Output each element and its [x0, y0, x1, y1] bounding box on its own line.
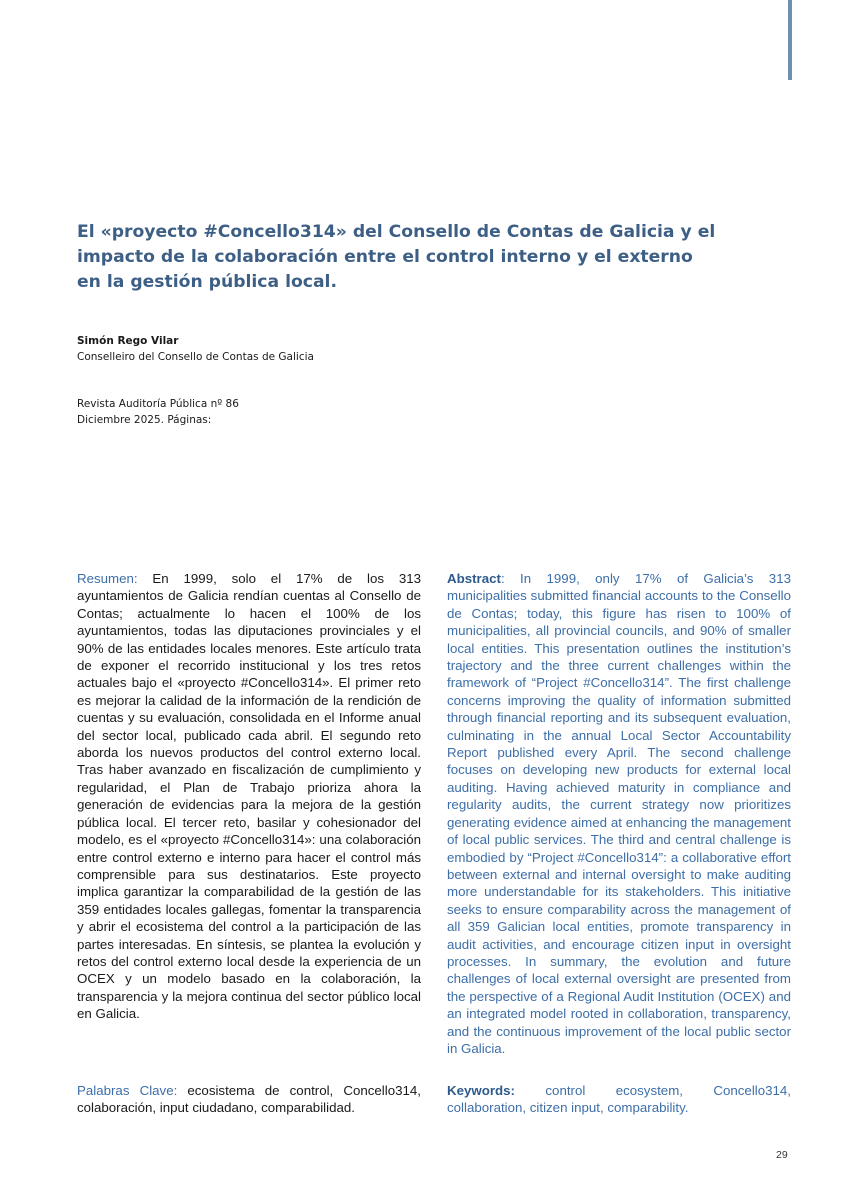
author-block	[77, 333, 314, 365]
keywords-es-label: Palabras Clave:	[77, 1083, 178, 1098]
keywords-es-text: ecosistema de control, Concello314, colaboración, input ciudadano, comparabilidad.	[77, 1083, 421, 1116]
abstract-text: : In 1999, only 17% of Galicia’s 313 municipalities submitted financial accounts to the Consello de Contas; today, this figure has risen to 100% of municipalities, all provincial councils, and 90% of smaller local entities. This presentation outlines the institution’s trajectory and the three current challenges within the framework of “Project #Concello314”. The first challenge concerns improving the quality of information submitted through financial reporting and its subsequent evaluation, culminating in the annual Local Sector Accountability Report published every April. The second challenge focuses on developing new products for external local auditing. Having achieved maturity in compliance and regularity audits, the current strategy now prioritizes generating evidence aimed at enhancing the management of local public services. The third and central challenge is embodied by “Project #Concello314”: a collaborative effort between external and internal oversight to make auditing more understandable for its stakeholders. This initiative seeks to ensure comparability across the management of all 359 Galician local entities, promote transparency in audit activities, and encourage citizen input in oversight processes. In summary, the evolution and future challenges of local external oversight are presented from the perspective of a Regional Audit Institution (OCEX) and an integrated model rooted in collaboration, transparency, and the continuous improvement of the local public sector in Galicia.	[447, 571, 791, 1056]
resumen-label: Resumen:	[77, 571, 138, 586]
page-number: 29	[776, 1149, 788, 1161]
author-affiliation: Conselleiro del Consello de Contas de Galicia	[77, 351, 314, 363]
journal-issue: Revista Auditoría Pública nº 86	[77, 398, 239, 410]
author-name: Simón Rego Vilar	[77, 335, 179, 347]
abstract-paragraph	[447, 570, 791, 1057]
resumen-paragraph	[77, 570, 421, 1023]
article-title: El «proyecto #Concello314» del Consello de Contas de Galicia y el impacto de la colaboración entre el control interno y el externo en la gestión pública local.	[77, 222, 716, 292]
keywords-en-label: Keywords:	[447, 1083, 515, 1098]
abstract-label: Abstract	[447, 571, 501, 586]
resumen-text: En 1999, solo el 17% de los 313 ayuntamientos de Galicia rendían cuentas al Consello de Contas; actualmente lo hacen el 100% de los ayuntamientos, todas las diputaciones provinciales y el 90% de las entidades locales menores. Este artículo trata de exponer el recorrido institucional y los tres retos actuales bajo el «proyecto #Concello314». El primer reto es mejorar la calidad de la información de la rendición de cuentas y su evaluación, consolidada en el Informe anual del sector local, publicado cada abril. El segundo reto aborda los nuevos productos del control externo local. Tras haber avanzado en fiscalización de cumplimiento y regularidad, el Plan de Trabajo prioriza ahora la generación de evidencias para la mejora de la gestión pública local. El tercer reto, basilar y cohesionador del modelo, es el «proyecto #Concello314»: una colaboración entre control externo e interno para hacer el control más comprensible para sus destinatarios. Este proyecto implica garantizar la comparabilidad de la gestión de las 359 entidades locales gallegas, fomentar la transparencia y abrir el ecosistema del control a la participación de las partes interesadas. En síntesis, se plantea la evolución y retos del control externo local desde la experiencia de un OCEX y un modelo basado en la colaboración, la transparencia y la mejora continua del sector público local en Galicia.	[77, 571, 421, 1022]
keywords-en	[447, 1082, 791, 1117]
accent-bar	[788, 0, 792, 80]
keywords-es	[77, 1082, 421, 1117]
journal-date: Diciembre 2025. Páginas:	[77, 414, 212, 426]
keywords-en-text: control ecosystem, Concello314, collaboration, citizen input, comparability.	[447, 1083, 791, 1116]
journal-info	[77, 396, 239, 428]
